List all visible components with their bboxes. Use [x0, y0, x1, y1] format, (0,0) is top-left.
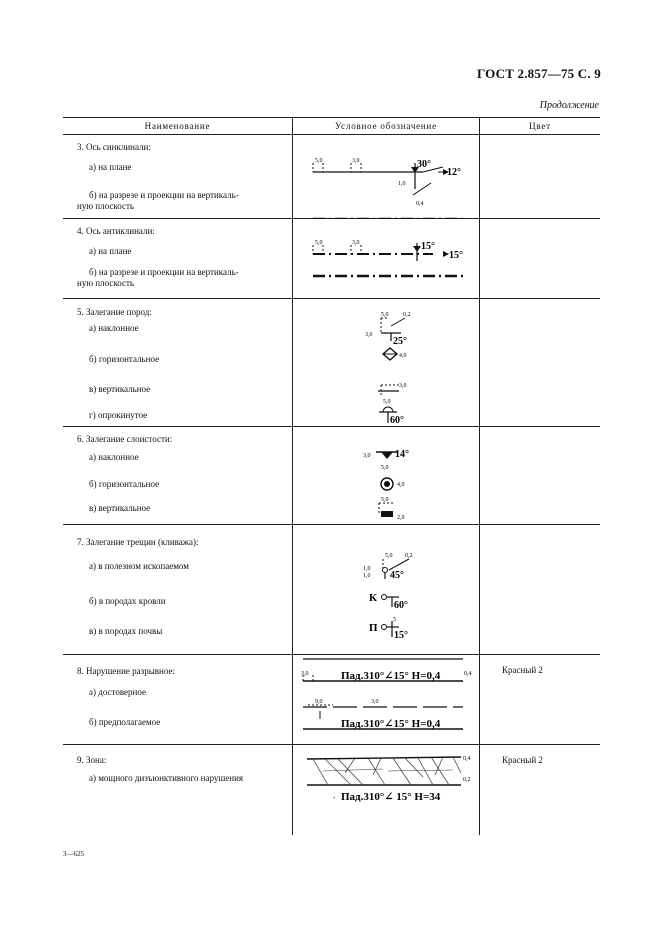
svg-text:3,0: 3,0 — [352, 240, 360, 246]
svg-text:5,0: 5,0 — [315, 158, 323, 164]
rock-bedding-symbols — [293, 299, 479, 427]
svg-text:1,0: 1,0 — [363, 566, 371, 572]
svg-text:14°: 14° — [395, 449, 409, 460]
svg-text:60°: 60° — [390, 415, 404, 426]
table-row: 6. Залегание слоистости: а) наклонное б) горизонтальное в) вертикальное 3,0 14° 5,0 4,0 5,0 2,0 — [63, 427, 600, 525]
svg-text:Пад.310°∠15° Н=0,4: Пад.310°∠15° Н=0,4 — [341, 670, 441, 682]
svg-text:5,0: 5,0 — [381, 497, 389, 503]
svg-text:45°: 45° — [390, 570, 404, 581]
svg-text:Пад.310°∠ 15° Н=34: Пад.310°∠ 15° Н=34 — [341, 791, 441, 803]
col-symbol: Условное обозначение — [293, 118, 480, 135]
footer-mark: 3—625 — [63, 850, 84, 858]
svg-text:3,0: 3,0 — [365, 332, 373, 338]
svg-text:П: П — [369, 622, 378, 634]
table-row: 3. Ось синклинали: а) на плане б) на разрезе и проекции на вертикаль- ную плоскость 5,0 3,0 1,0 30° 0,4 12° — [63, 135, 600, 219]
svg-text:0,2: 0,2 — [405, 553, 413, 559]
svg-text:30°: 30° — [417, 159, 431, 170]
page-header: ГОСТ 2.857—75 С. 9 — [476, 66, 601, 81]
col-color: Цвет — [480, 118, 601, 135]
table-header-row — [63, 118, 600, 135]
svg-text:5,0: 5,0 — [315, 240, 323, 246]
symbols-table — [63, 117, 600, 835]
svg-text:0,2: 0,2 — [463, 777, 471, 783]
svg-text:1,0: 1,0 — [398, 181, 406, 187]
svg-text:3,0: 3,0 — [399, 383, 407, 389]
svg-text:15°: 15° — [449, 250, 463, 261]
svg-text:15°: 15° — [421, 241, 435, 252]
svg-text:0,2: 0,2 — [403, 312, 411, 318]
anticline-axis-symbol — [293, 219, 479, 299]
svg-text:Пад.310°∠15° Н=0,4: Пад.310°∠15° Н=0,4 — [341, 718, 441, 730]
svg-text:9,0: 9,0 — [315, 699, 323, 705]
svg-text:5: 5 — [393, 617, 396, 623]
syncline-axis-symbol — [293, 135, 479, 219]
svg-text:К: К — [369, 592, 377, 604]
svg-text:3,0: 3,0 — [363, 453, 371, 459]
table-row: 7. Залегание трещин (кливажа): а) в полезном ископаемом б) в породах кровли в) в породах почвы 5,0 0,2 1,0 1,0 45° К 60° П 5 15° — [63, 525, 600, 655]
table-row: 9. Зона: а) мощного дизъюнктивного нарушения 0,4 0,2 Пад.310°∠ 15° Н=34 ˚ Красный 2 — [63, 745, 600, 835]
svg-text:5,0: 5,0 — [381, 465, 389, 471]
fault-zone-symbol — [293, 745, 479, 835]
svg-text:0,4: 0,4 — [416, 201, 424, 207]
svg-text:5,0: 5,0 — [385, 553, 393, 559]
svg-text:3,0: 3,0 — [371, 699, 379, 705]
svg-text:25°: 25° — [393, 336, 407, 347]
table-row: 4. Ось антиклинали: а) на плане б) на разрезе и проекции на вертикаль- ную плоскость 5,0 3,0 15° 15° — [63, 219, 600, 299]
continuation-label: Продолжение — [539, 100, 599, 111]
svg-text:4,0: 4,0 — [399, 353, 407, 359]
stratification-symbols — [293, 427, 479, 525]
row-title: 3. Ось синклинали: — [77, 142, 151, 152]
svg-text:1,0: 1,0 — [363, 573, 371, 579]
svg-text:˚: ˚ — [333, 796, 336, 805]
svg-text:0,4: 0,4 — [464, 671, 472, 677]
svg-text:0,4: 0,4 — [463, 756, 471, 762]
svg-text:15°: 15° — [394, 630, 408, 641]
color-value: Красный 2 — [502, 665, 543, 675]
col-name: Наименование — [63, 118, 293, 135]
svg-text:5,0: 5,0 — [383, 399, 391, 405]
svg-text:12°: 12° — [447, 167, 461, 178]
fault-symbols — [293, 655, 479, 745]
cleavage-symbols — [293, 525, 479, 655]
table-row: 8. Нарушение разрывное: а) достоверное б) предполагаемое 3,0 0,4 Пад.310°∠15° Н=0,4 9,0 3,0 Пад.310°∠15° Н=0,4 Красный 2 — [63, 655, 600, 745]
svg-text:60°: 60° — [394, 600, 408, 611]
svg-text:2,0: 2,0 — [397, 515, 405, 521]
svg-text:4,0: 4,0 — [397, 482, 405, 488]
table-row: 5. Залегание пород: а) наклонное б) горизонтальное в) вертикальное г) опрокинутое 5,0 0,2 3,0 25° 4,0 3,0 5,0 60° — [63, 299, 600, 427]
svg-text:5,0: 5,0 — [381, 312, 389, 318]
svg-text:3,0: 3,0 — [352, 158, 360, 164]
color-value: Красный 2 — [502, 755, 543, 765]
svg-text:3,0: 3,0 — [301, 671, 309, 677]
